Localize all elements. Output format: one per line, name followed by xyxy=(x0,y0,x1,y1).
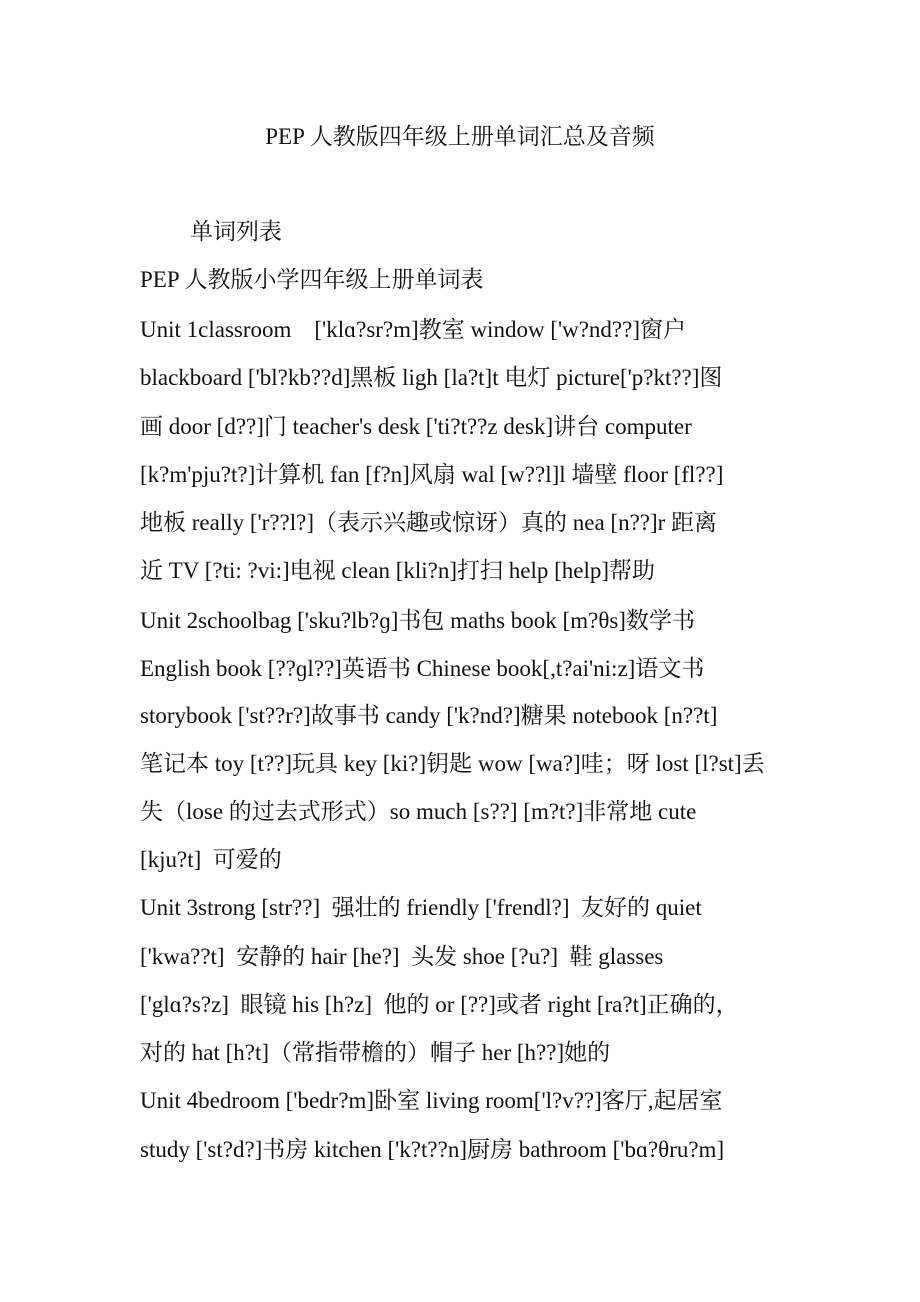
vocab-line-unit3: Unit 3strong [str??] 强壮的 friendly ['frendl?] 友好的 quiet xyxy=(140,895,702,920)
vocab-line: [kju?t] 可爱的 xyxy=(140,847,282,872)
vocab-line-unit1: Unit 1classroom ['klɑ?sr?m]教室 window ['w?nd??]窗户 xyxy=(140,317,687,342)
vocab-line: 笔记本 toy [t??]玩具 key [ki?]钥匙 wow [wa?]哇；呀 lost [l?st]丢 xyxy=(140,751,765,776)
vocab-line: study ['st?d?]书房 kitchen ['k?t??n]厨房 bathroom ['bɑ?θru?m] xyxy=(140,1137,725,1162)
vocab-line: blackboard ['bl?kb??d]黑板 ligh [la?t]t 电灯 picture['p?kt??]图 xyxy=(140,365,723,390)
vocab-line: 地板 really ['r??l?]（表示兴趣或惊讶）真的 nea [n??]r 距离 xyxy=(140,510,718,535)
vocab-line: 对的 hat [h?t]（常指带檐的）帽子 her [h??]她的 xyxy=(140,1040,611,1065)
section-heading: 单词列表 xyxy=(190,219,282,244)
vocab-line: ['kwa??t] 安静的 hair [he?] 头发 shoe [?u?] 鞋 glasses xyxy=(140,944,664,969)
vocab-line: ['glɑ?s?z] 眼镜 his [h?z] 他的 or [??]或者 right [ra?t]正确的， xyxy=(140,992,739,1017)
vocab-line: storybook ['st??r?]故事书 candy ['k?nd?]糖果 notebook [n??t] xyxy=(140,703,718,728)
vocab-line-unit2: Unit 2schoolbag ['sku?lb?ɡ]书包 maths book [m?θs]数学书 xyxy=(140,608,695,633)
vocab-line: [k?m'pju?t?]计算机 fan [f?n]风扇 wal [w??l]l 墙壁 floor [fl??] xyxy=(140,462,724,487)
vocab-line: 失（lose 的过去式形式）so much [s??] [m?t?]非常地 cute xyxy=(140,799,697,824)
vocab-line: English book [??ɡl??]英语书 Chinese book[,t?ai'ni:z]语文书 xyxy=(140,656,705,681)
document-title: PEP 人教版四年级上册单词汇总及音频 xyxy=(265,124,655,149)
vocab-line: 画 door [d??]门 teacher's desk ['ti?t??z desk]讲台 computer xyxy=(140,414,692,439)
vocab-line: 近 TV [?ti: ?vi:]电视 clean [kli?n]打扫 help [help]帮助 xyxy=(140,558,656,583)
table-title: PEP 人教版小学四年级上册单词表 xyxy=(140,267,484,292)
vocab-line-unit4: Unit 4bedroom ['bedr?m]卧室 living room['l?v??]客厅,起居室 xyxy=(140,1088,723,1113)
